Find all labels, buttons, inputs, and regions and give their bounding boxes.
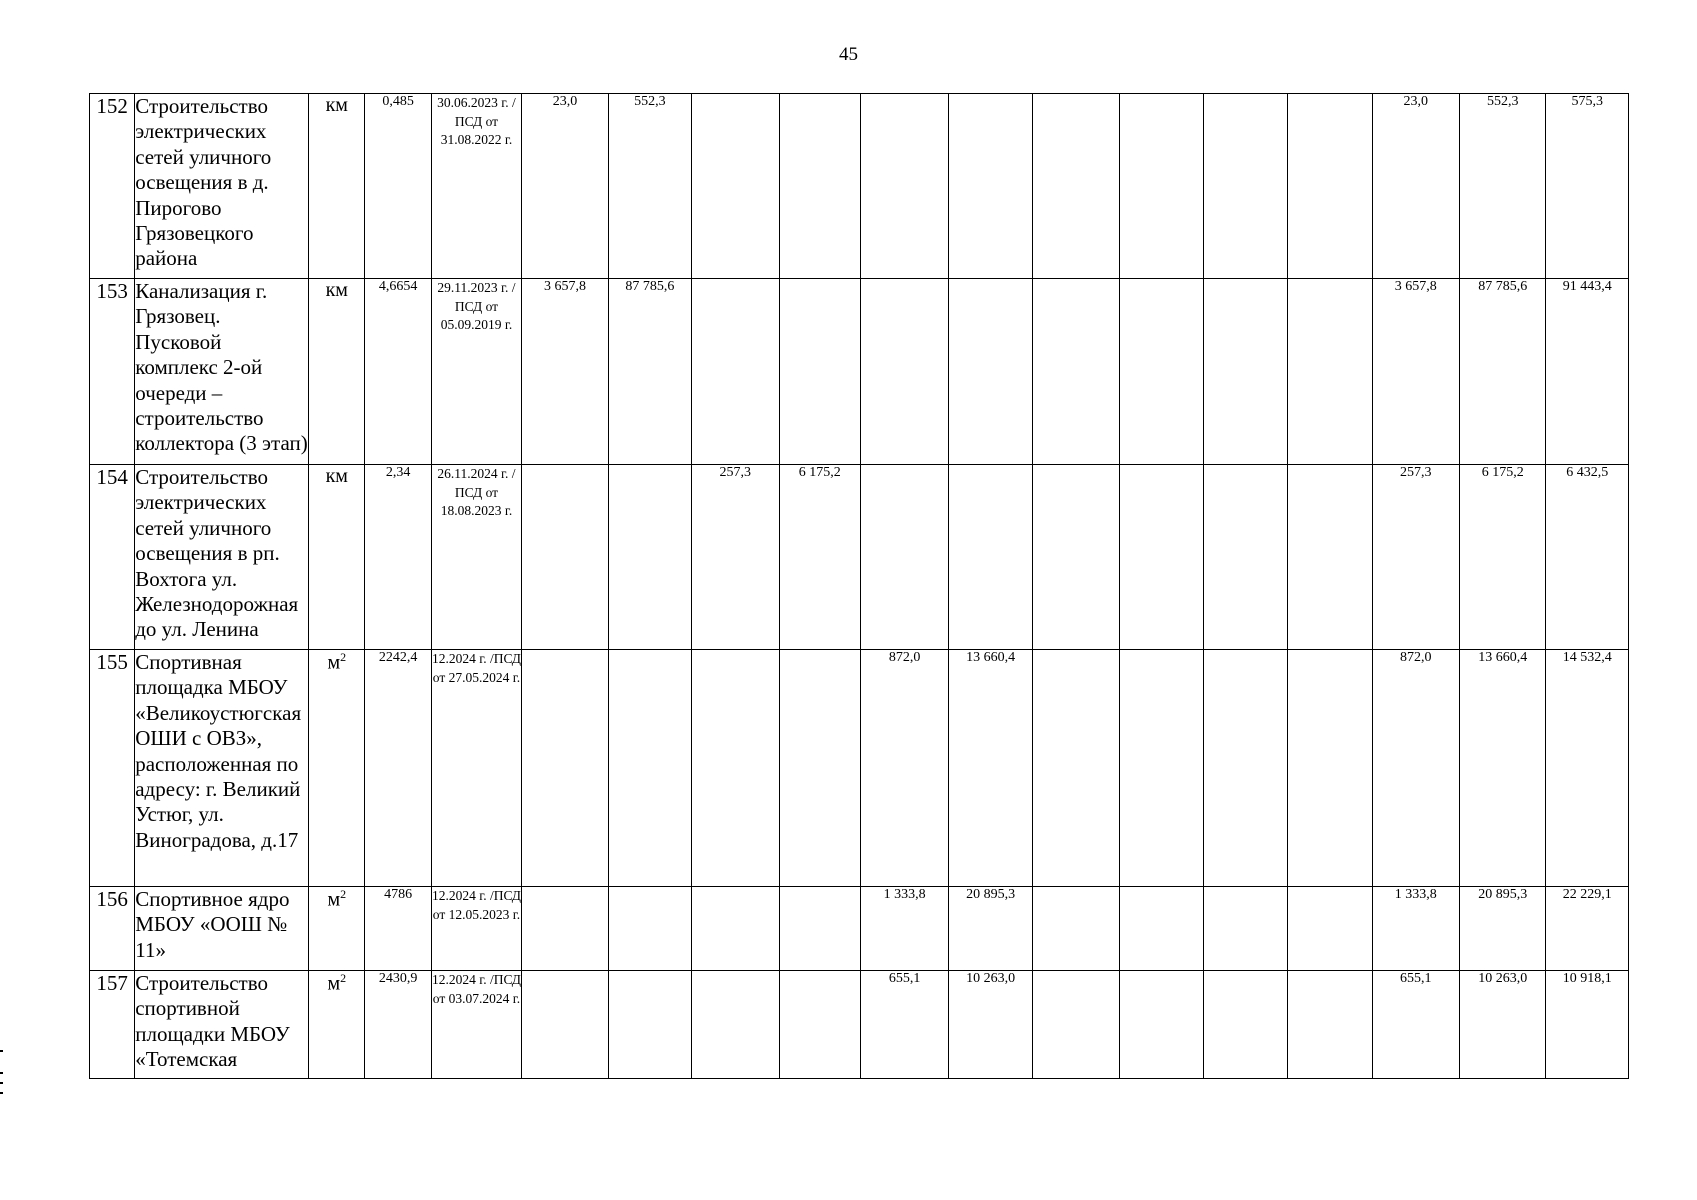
- total-cell: 6 175,2: [1460, 465, 1546, 650]
- unit-superscript: 2: [340, 650, 347, 664]
- empty-cell: [1032, 650, 1119, 887]
- value-cell: 655,1: [860, 971, 948, 1079]
- unit-of-measure: [309, 650, 365, 887]
- value-cell: [608, 887, 691, 971]
- empty-cell: [1032, 465, 1119, 650]
- completion-date: 12.2024 г. /ПСД от 27.05.2024 г.: [431, 650, 521, 887]
- total-cell: 257,3: [1372, 465, 1459, 650]
- value-cell: 20 895,3: [949, 887, 1032, 971]
- row-number: 154: [90, 465, 135, 650]
- empty-cell: [1203, 971, 1287, 1079]
- value-cell: [779, 94, 860, 279]
- grand-total-cell: 91 443,4: [1546, 279, 1629, 465]
- unit-of-measure: [309, 279, 365, 465]
- value-cell: 13 660,4: [949, 650, 1032, 887]
- value-cell: [779, 279, 860, 465]
- unit-of-measure: [309, 94, 365, 279]
- object-name: Спортивная площадка МБОУ «Великоустюгская ОШИ с ОВЗ», расположенная по адресу: г. Великий Устюг, ул. Виноградова, д.17: [135, 650, 309, 887]
- completion-date: 12.2024 г. /ПСД от 03.07.2024 г.: [431, 971, 521, 1079]
- empty-cell: [1288, 279, 1372, 465]
- unit-label: км: [325, 94, 348, 116]
- value-cell: 1 333,8: [860, 887, 948, 971]
- value-cell: 552,3: [608, 94, 691, 279]
- value-cell: 257,3: [692, 465, 779, 650]
- capacity: 2,34: [365, 465, 431, 650]
- empty-cell: [1203, 465, 1287, 650]
- empty-cell: [1288, 887, 1372, 971]
- empty-cell: [1288, 971, 1372, 1079]
- total-cell: 87 785,6: [1460, 279, 1546, 465]
- value-cell: [692, 94, 779, 279]
- value-cell: [608, 650, 691, 887]
- empty-cell: [1120, 650, 1203, 887]
- grand-total-cell: 10 918,1: [1546, 971, 1629, 1079]
- value-cell: 3 657,8: [522, 279, 608, 465]
- unit-label: м: [327, 888, 341, 911]
- empty-cell: [1203, 650, 1287, 887]
- total-cell: 10 263,0: [1460, 971, 1546, 1079]
- total-cell: 552,3: [1460, 94, 1546, 279]
- table-row: [90, 650, 1629, 887]
- unit-of-measure: [309, 887, 365, 971]
- value-cell: [949, 94, 1032, 279]
- empty-cell: [1120, 887, 1203, 971]
- value-cell: [949, 279, 1032, 465]
- object-name: Спортивное ядро МБОУ «ООШ № 11»: [135, 887, 309, 971]
- empty-cell: [1120, 94, 1203, 279]
- value-cell: [522, 887, 608, 971]
- table-row: [90, 887, 1629, 971]
- empty-cell: [1203, 279, 1287, 465]
- scan-edge-mark: [0, 1050, 3, 1052]
- capacity: 4,6654: [365, 279, 431, 465]
- total-cell: 20 895,3: [1460, 887, 1546, 971]
- capacity: 2242,4: [365, 650, 431, 887]
- row-number: 155: [90, 650, 135, 887]
- unit-label: м: [327, 972, 341, 995]
- unit-label: км: [325, 465, 348, 487]
- total-cell: 3 657,8: [1372, 279, 1459, 465]
- value-cell: [522, 650, 608, 887]
- empty-cell: [1032, 94, 1119, 279]
- value-cell: [779, 887, 860, 971]
- value-cell: [692, 279, 779, 465]
- grand-total-cell: 6 432,5: [1546, 465, 1629, 650]
- table-row: [90, 971, 1629, 1079]
- empty-cell: [1288, 465, 1372, 650]
- object-name: Канализация г. Грязовец. Пусковой комплекс 2-ой очереди – строительство коллектора (3 этап): [135, 279, 309, 465]
- value-cell: [692, 971, 779, 1079]
- object-name: Строительство электрических сетей уличного освещения в рп. Вохтога ул. Железнодорожная до ул. Ленина: [135, 465, 309, 650]
- grand-total-cell: 575,3: [1546, 94, 1629, 279]
- value-cell: [860, 94, 948, 279]
- completion-date: 30.06.2023 г. /ПСД от 31.08.2022 г.: [431, 94, 521, 279]
- unit-superscript: 2: [340, 971, 347, 985]
- value-cell: [522, 971, 608, 1079]
- row-number: 153: [90, 279, 135, 465]
- total-cell: 872,0: [1372, 650, 1459, 887]
- page-number: 45: [839, 44, 858, 65]
- empty-cell: [1120, 465, 1203, 650]
- empty-cell: [1203, 94, 1287, 279]
- total-cell: 655,1: [1372, 971, 1459, 1079]
- object-name: Строительство электрических сетей уличного освещения в д. Пирогово Грязовецкого района: [135, 94, 309, 279]
- value-cell: [608, 971, 691, 1079]
- unit-label: м: [327, 651, 341, 674]
- row-number: 156: [90, 887, 135, 971]
- grand-total-cell: 22 229,1: [1546, 887, 1629, 971]
- scan-edge-mark: [0, 1082, 3, 1084]
- completion-date: 26.11.2024 г. /ПСД от 18.08.2023 г.: [431, 465, 521, 650]
- unit-label: км: [325, 279, 348, 301]
- empty-cell: [1203, 887, 1287, 971]
- capacity: 4786: [365, 887, 431, 971]
- empty-cell: [1288, 650, 1372, 887]
- empty-cell: [1032, 887, 1119, 971]
- empty-cell: [1120, 971, 1203, 1079]
- unit-superscript: 2: [340, 887, 347, 901]
- value-cell: [949, 465, 1032, 650]
- total-cell: 23,0: [1372, 94, 1459, 279]
- object-name: Строительство спортивной площадки МБОУ «Тотемская: [135, 971, 309, 1079]
- value-cell: [860, 465, 948, 650]
- value-cell: [692, 650, 779, 887]
- capacity: 0,485: [365, 94, 431, 279]
- value-cell: [860, 279, 948, 465]
- grand-total-cell: 14 532,4: [1546, 650, 1629, 887]
- empty-cell: [1120, 279, 1203, 465]
- table-row: [90, 279, 1629, 465]
- investment-table: [89, 93, 1629, 1079]
- empty-cell: [1032, 971, 1119, 1079]
- scan-edge-mark: [0, 1092, 3, 1094]
- row-number: 157: [90, 971, 135, 1079]
- empty-cell: [1032, 279, 1119, 465]
- completion-date: 12.2024 г. /ПСД от 12.05.2023 г.: [431, 887, 521, 971]
- value-cell: 872,0: [860, 650, 948, 887]
- value-cell: [692, 887, 779, 971]
- value-cell: 6 175,2: [779, 465, 860, 650]
- scan-edge-mark: [0, 1072, 3, 1074]
- table-row: [90, 94, 1629, 279]
- value-cell: [779, 650, 860, 887]
- row-number: 152: [90, 94, 135, 279]
- total-cell: 1 333,8: [1372, 887, 1459, 971]
- completion-date: 29.11.2023 г. /ПСД от 05.09.2019 г.: [431, 279, 521, 465]
- value-cell: [608, 465, 691, 650]
- table-row: [90, 465, 1629, 650]
- unit-of-measure: [309, 465, 365, 650]
- value-cell: [522, 465, 608, 650]
- capacity: 2430,9: [365, 971, 431, 1079]
- value-cell: 87 785,6: [608, 279, 691, 465]
- empty-cell: [1288, 94, 1372, 279]
- value-cell: [779, 971, 860, 1079]
- unit-of-measure: [309, 971, 365, 1079]
- total-cell: 13 660,4: [1460, 650, 1546, 887]
- value-cell: 10 263,0: [949, 971, 1032, 1079]
- value-cell: 23,0: [522, 94, 608, 279]
